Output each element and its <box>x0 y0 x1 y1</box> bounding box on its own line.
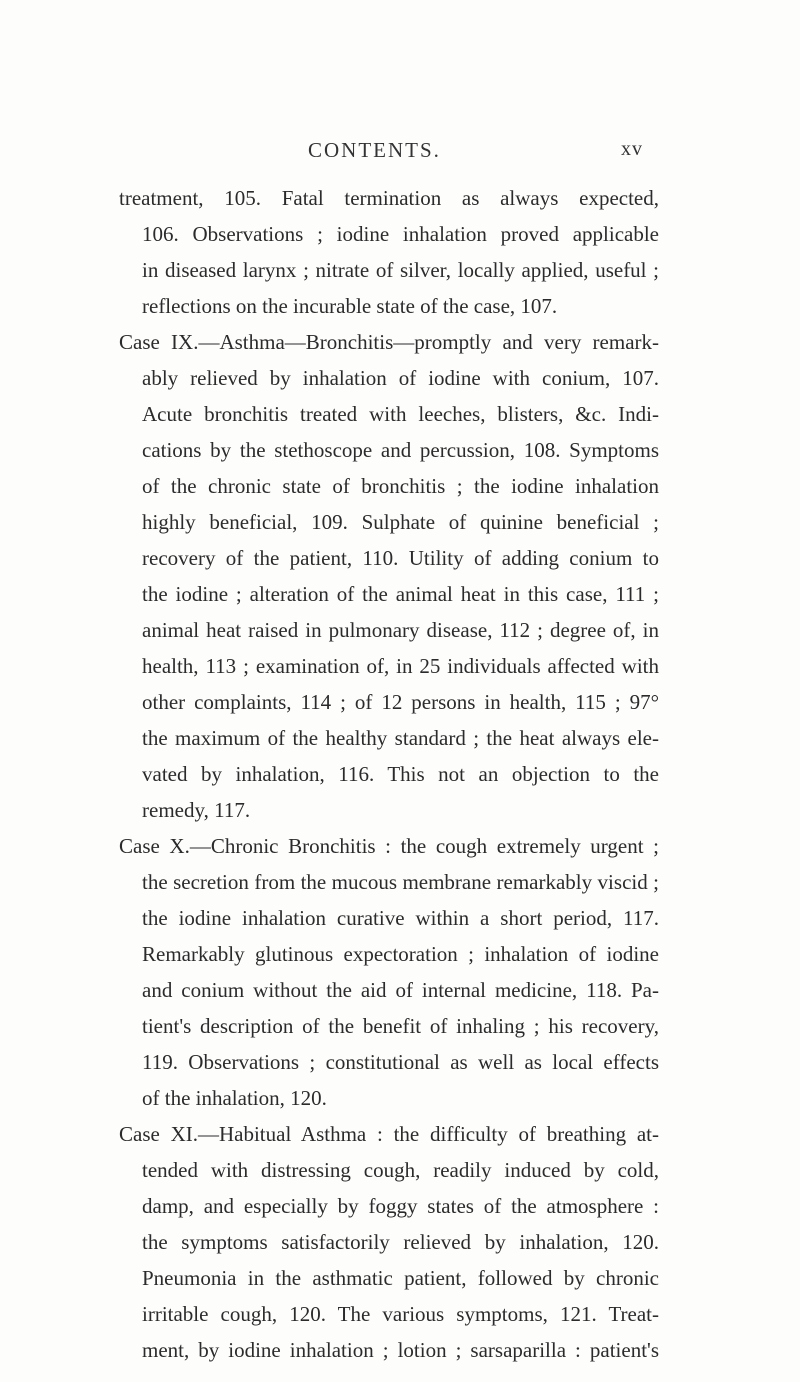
text-line: and conium without the aid of internal medicine, 118. Pa- <box>142 978 659 1002</box>
text-line: vated by inhalation, 116. This not an objection to the <box>142 762 659 786</box>
text-line: the iodine ; alteration of the animal heat in this case, 111 ; <box>142 582 659 606</box>
text-line: animal heat raised in pulmonary disease, 112 ; degree of, in <box>142 618 659 642</box>
text-line: the secretion from the mucous membrane remarkably viscid ; <box>142 870 659 894</box>
text-line: ment, by iodine inhalation ; lotion ; sarsaparilla : patient's <box>142 1338 659 1362</box>
text-line: Acute bronchitis treated with leeches, blisters, &c. Indi- <box>142 402 659 426</box>
text-line: the symptoms satisfactorily relieved by inhalation, 120. <box>142 1230 659 1254</box>
text-line: other complaints, 114 ; of 12 persons in health, 115 ; 97° <box>142 690 659 714</box>
text-line: the iodine inhalation curative within a short period, 117. <box>142 906 659 930</box>
running-head <box>0 138 800 168</box>
text-line: in diseased larynx ; nitrate of silver, locally applied, useful ; <box>142 258 659 282</box>
contents-text <box>119 180 659 1368</box>
text-line: Remarkably glutinous expectoration ; inhalation of iodine <box>142 942 659 966</box>
text-line: recovery of the patient, 110. Utility of adding conium to <box>142 546 659 570</box>
text-line: reflections on the incurable state of the case, 107. <box>142 294 558 318</box>
case-heading-line: Case IX.—Asthma—Bronchitis—promptly and very remark- <box>119 330 659 354</box>
text-line: of the chronic state of bronchitis ; the iodine inhalation <box>142 474 659 498</box>
text-line: tended with distressing cough, readily induced by cold, <box>142 1158 659 1182</box>
text-line: 119. Observations ; constitutional as well as local effects <box>142 1050 659 1074</box>
running-title: CONTENTS. <box>308 138 441 162</box>
text-line: damp, and especially by foggy states of the atmosphere : <box>142 1194 659 1218</box>
text-line: Pneumonia in the asthmatic patient, followed by chronic <box>142 1266 659 1290</box>
text-line: treatment, 105. Fatal termination as always expected, <box>119 186 659 210</box>
text-line: remedy, 117. <box>142 798 251 822</box>
text-line: 106. Observations ; iodine inhalation proved applicable <box>142 222 659 246</box>
page-number: xv <box>621 138 643 160</box>
text-line: health, 113 ; examination of, in 25 individuals affected with <box>142 654 659 678</box>
case-heading-line: Case X.—Chronic Bronchitis : the cough extremely urgent ; <box>119 834 659 858</box>
text-line: highly beneficial, 109. Sulphate of quinine beneficial ; <box>142 510 659 534</box>
text-line: the maximum of the healthy standard ; the heat always ele- <box>142 726 659 750</box>
text-line: cations by the stethoscope and percussion, 108. Symptoms <box>142 438 659 462</box>
text-line: tient's description of the benefit of inhaling ; his recovery, <box>142 1014 659 1038</box>
text-line: irritable cough, 120. The various symptoms, 121. Treat- <box>142 1302 659 1326</box>
text-line: of the inhalation, 120. <box>142 1086 327 1110</box>
case-heading-line: Case XI.—Habitual Asthma : the difficulty of breathing at- <box>119 1122 659 1146</box>
text-line: ably relieved by inhalation of iodine with conium, 107. <box>142 366 659 390</box>
